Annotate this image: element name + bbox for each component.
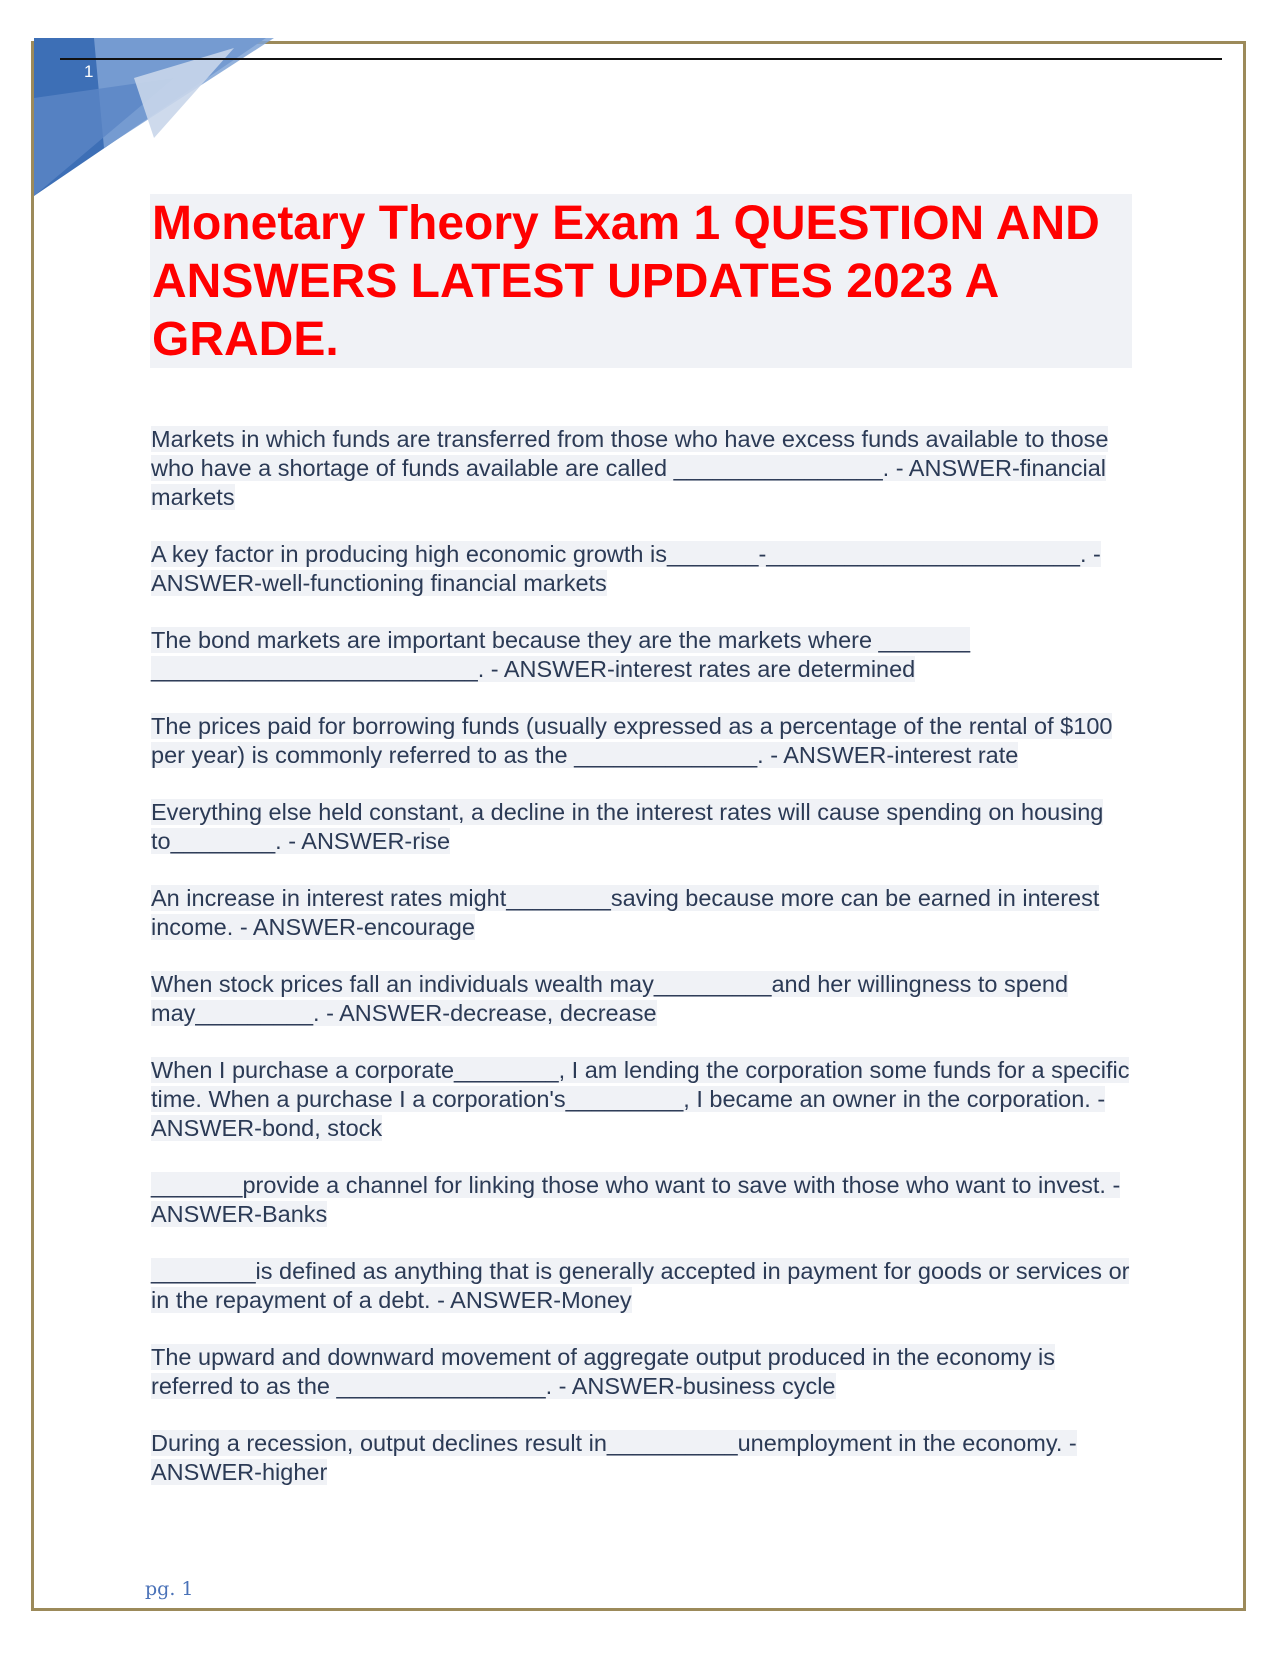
qa-text: The upward and downward movement of aggregate output produced in the economy is referred to as the ________________. - ANSWER-business cycle (151, 1344, 1056, 1399)
qa-text: When I purchase a corporate________, I am lending the corporation some funds for a specific time. When a purchase I a corporation's_________, I became an owner in the corporation. - ANSWER-bond, stock (151, 1057, 1130, 1141)
qa-item (151, 1171, 1131, 1229)
qa-item (151, 970, 1131, 1028)
qa-item (151, 884, 1131, 942)
document-title: Monetary Theory Exam 1 QUESTION AND ANSWERS LATEST UPDATES 2023 A GRADE. (152, 197, 1100, 366)
qa-text: A key factor in producing high economic growth is_______-________________________. - ANSWER-well-functioning financial markets (151, 541, 1101, 596)
qa-item (151, 425, 1131, 512)
qa-text: ________is defined as anything that is generally accepted in payment for goods or services or in the repayment of a debt. - ANSWER-Money (151, 1258, 1130, 1313)
header-rule (60, 58, 1222, 60)
qa-item (151, 1343, 1131, 1401)
qa-text: The prices paid for borrowing funds (usually expressed as a percentage of the rental of $100 per year) is commonly referred to as the ______________. - ANSWER-interest rate (151, 713, 1113, 768)
qa-text: _______provide a channel for linking those who want to save with those who want to invest. - ANSWER-Banks (151, 1172, 1121, 1227)
qa-item (151, 1257, 1131, 1315)
qa-list (151, 425, 1131, 1515)
qa-item (151, 1429, 1131, 1487)
qa-text: Everything else held constant, a decline in the interest rates will cause spending on housing to________. - ANSWER-rise (151, 799, 1104, 854)
qa-item (151, 626, 1131, 684)
footer-page-label: pg. 1 (145, 1578, 194, 1600)
qa-item (151, 712, 1131, 770)
qa-text: The bond markets are important because they are the markets where _______ _________________________. - ANSWER-interest rates are determined (151, 627, 971, 682)
qa-text: When stock prices fall an individuals wealth may_________and her willingness to spend may_________. - ANSWER-decrease, decrease (151, 971, 1069, 1026)
qa-text: Markets in which funds are transferred from those who have excess funds available to those who have a shortage of funds available are called ________________. - ANSWER-financial markets (151, 426, 1109, 510)
qa-text: An increase in interest rates might________saving because more can be earned in interest income. - ANSWER-encourage (151, 885, 1100, 940)
qa-item (151, 798, 1131, 856)
qa-item (151, 540, 1131, 598)
header-page-number: 1 (84, 62, 94, 81)
qa-item (151, 1056, 1131, 1143)
qa-text: During a recession, output declines result in__________unemployment in the economy. - ANSWER-higher (151, 1430, 1077, 1485)
corner-decoration (34, 38, 274, 208)
